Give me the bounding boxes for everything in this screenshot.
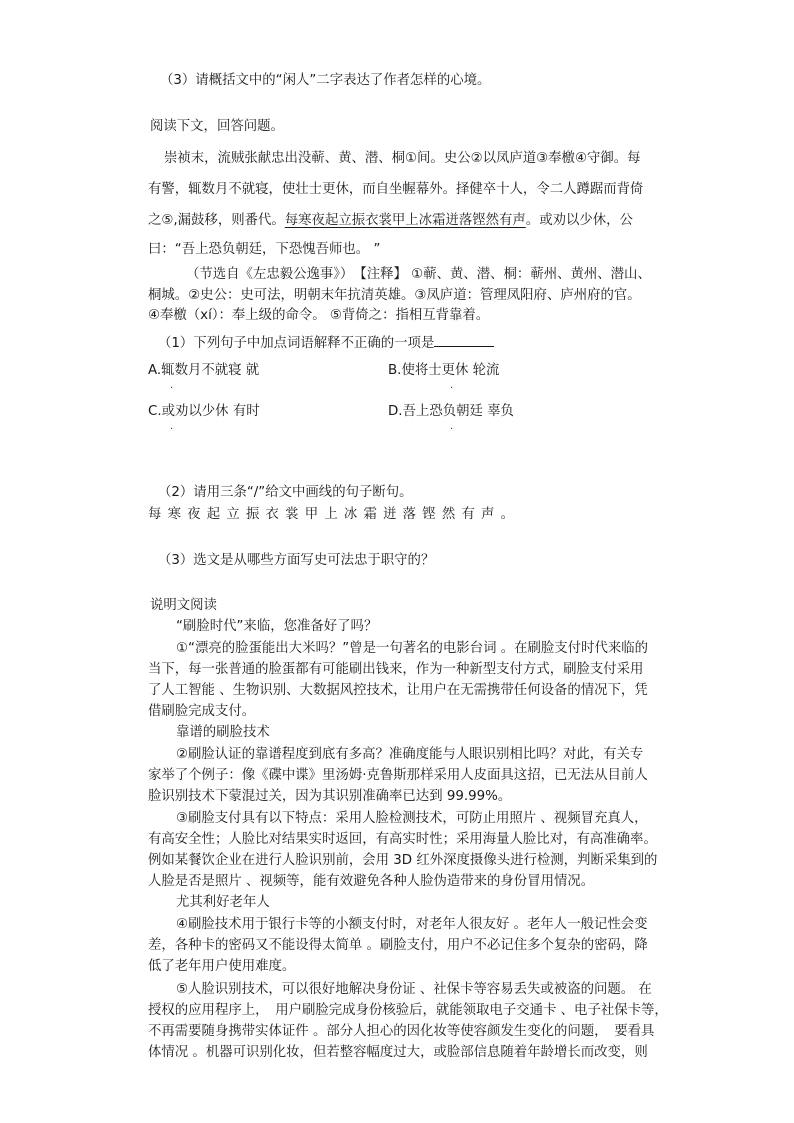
paragraph-5-line-3: 不再需要随身携带实体证件 。部分人担心的因化妆等使容颜发生变化的问题， 要看具 — [148, 1024, 655, 1039]
paragraph-4-line-3: 低了老年用户使用难度。 — [148, 959, 296, 974]
paragraph-1-line-3: 了人工智能 、生物识别、大数据风控技术，让用户在无需携带任何设备的情况下，凭 — [148, 683, 648, 698]
paragraph-5-line-4: 体情况 。机器可识别化妆，但若整容幅度过大，或脸部信息随着年龄增长而改变，则 — [148, 1045, 648, 1060]
option-a[interactable]: A.辄数月不就寝 就 — [148, 363, 260, 378]
paragraph-3-line-1: ③刷脸支付具有以下特点：采用人脸检测技术，可防止用照片 、视频冒充真人， — [176, 811, 648, 826]
emphasis-dot-a: · — [170, 383, 174, 394]
reading-intro: 阅读下文，回答问题。 — [150, 119, 284, 134]
section-heading: 说明文阅读 — [150, 598, 217, 613]
article-title: “刷脸时代”来临，您准备好了吗？ — [176, 619, 378, 634]
passage-line-1: 崇祯末，流贼张献忠出没蕲、黄、潜、桐①间。史公②以凤庐道③奉檄④守御。每 — [164, 151, 641, 166]
passage-line-4: 曰：“吾上恐负朝廷，下恐愧吾师也。 ” — [148, 242, 381, 257]
paragraph-2-line-1: ②刷脸认证的靠谱程度到底有多高？准确度能与人眼识别相比吗？对此，有关专 — [176, 747, 644, 762]
paragraph-4-line-1: ④刷脸技术用于银行卡等的小额支付时，对老年人很友好 。老年人一般记性会变 — [176, 917, 648, 932]
paragraph-5-line-2: 授权的应用程序上， 用户刷脸完成身份核验后，就能领取电子交通卡 、电子社保卡等， — [148, 1003, 668, 1018]
option-c[interactable]: C.或劝以少休 有时 — [148, 404, 260, 419]
answer-blank[interactable] — [434, 333, 494, 347]
paragraph-2-line-3: 脸识别技术下蒙混过关，因为其识别准确率已达到 99.99%。 — [148, 789, 512, 804]
paragraph-1-line-2: 当下，每一张普通的脸蛋都有可能刷出钱来，作为一种新型支付方式，刷脸支付采用 — [148, 662, 644, 677]
question-1-stem-text: （1）下列句子中加点词语解释不正确的一项是 — [158, 336, 435, 351]
emphasis-dot-b: · — [450, 383, 454, 394]
passage-line-2: 有警，辄数月不就寝，使壮士更休，而自坐幄幕外。择健卒十人，令二人蹲踞而背倚 — [148, 182, 644, 197]
annotation-line-2: 桐城。②史公：史可法，明朝末年抗清英雄。③凤庐道：管理凤阳府、庐州府的官。 — [148, 288, 641, 303]
paragraph-1-line-4: 借刷脸完成支付。 — [148, 704, 256, 719]
question-2-stem: （2）请用三条“/”给文中画线的句子断句。 — [158, 485, 413, 500]
question-3-stem: （3）选文是从哪些方面写史可法忠于职守的？ — [158, 553, 435, 568]
passage-line-3 — [148, 212, 633, 230]
question-1-stem — [158, 333, 494, 353]
paragraph-4-line-2: 差，各种卡的密码又不能设得太简单 。刷脸支付，用户不必记住多个复杂的密码，降 — [148, 938, 648, 953]
passage-line-3-post: 。或劝以少休，公 — [525, 213, 633, 228]
paragraph-1-line-1: ①“漂亮的脸蛋能出大米吗？”曾是一句著名的电影台词 。在刷脸支付时代来临的 — [176, 641, 649, 656]
option-d[interactable]: D.吾上恐负朝廷 辜负 — [388, 404, 514, 419]
emphasis-dot-d: · — [450, 424, 454, 435]
paragraph-3-line-2: 有高安全性；人脸比对结果实时返回，有高实时性；采用海量人脸比对，有高准确率。 — [148, 832, 657, 847]
option-b[interactable]: B.使将士更休 轮流 — [388, 363, 500, 378]
paragraph-3-line-4: 人脸是否是照片 、视频等，能有效避免各种人脸伪造带来的身份冒用情况。 — [148, 874, 595, 889]
subheading-2: 尤其利好老年人 — [176, 895, 270, 910]
question-2-sentence: 每寒夜起立振衣裳甲上冰霜迸落铿然有声。 — [148, 507, 521, 522]
subheading-1: 靠谱的刷脸技术 — [176, 725, 270, 740]
paragraph-3-line-3: 例如某餐饮企业在进行人脸识别前，会用 3D 红外深度摄像头进行检测，判断采集到的 — [148, 853, 658, 868]
question-3-prev: （3）请概括文中的“闲人”二字表达了作者怎样的心境。 — [160, 73, 491, 88]
annotation-line-3: ④奉檄（xí）：奉上级的命令。 ⑤背倚之：指相互背靠着。 — [148, 308, 490, 323]
emphasis-dot-c: · — [170, 424, 174, 435]
annotation-line-1: （节选自《左忠毅公逸事》） 【注释】 ①蕲、黄、潜、桐：蕲州、黄州、潜山、 — [186, 267, 651, 282]
passage-line-3-pre: 之⑤,漏鼓移，则番代。 — [148, 213, 285, 228]
paragraph-2-line-2: 家举了个例子：像《碟中谍》里汤姆·克鲁斯那样采用人皮面具这招，已无法从目前人 — [148, 768, 648, 783]
underlined-sentence: 每寒夜起立振衣裳甲上冰霜迸落铿然有声 — [284, 213, 526, 228]
paragraph-5-line-1: ⑤人脸识别技术，可以很好地解决身份证 、社保卡等容易丢失或被盗的问题。 在 — [176, 982, 652, 997]
